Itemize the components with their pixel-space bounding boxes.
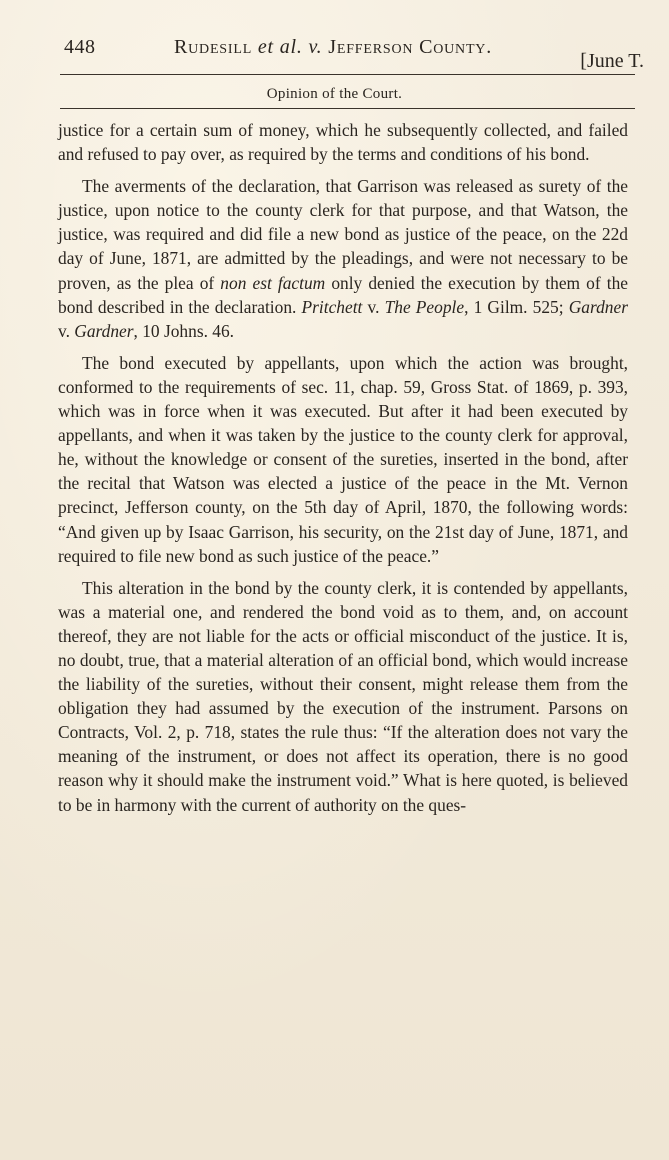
paragraph-1: justice for a certain sum of money, which he subsequently collected, and failed and refused to pay over, as required by the terms and conditions of his bond. (58, 120, 628, 165)
running-title-part2: Jefferson County. (322, 36, 493, 58)
paragraph-2-italic-2: Pritchett (301, 296, 363, 317)
running-title-italic: et al. v. (257, 36, 323, 58)
opinion-body (58, 118, 628, 825)
running-title-part1: Rudesill (174, 36, 258, 58)
paragraph-2-text-b: only denied the execution by them of the bond described in the declaration. (58, 272, 629, 317)
paragraph-2-text-e: v. (58, 320, 75, 341)
header-rule-bottom (60, 108, 635, 109)
paragraph-2-italic-5: Gardner (74, 320, 134, 341)
paragraph-2-italic-1: non est factum (220, 272, 326, 293)
section-subheader: Opinion of the Court. (266, 86, 403, 102)
paragraph-3: The bond executed by appellants, upon which the action was brought, conformed to the requirements of sec. 11, chap. 59, Gross Stat. of 1869, p. 393, which was in force when it was executed. But after it had been executed by appellants, and when it was taken by the justice to the county clerk for approval, he, without the knowledge or consent of the sureties, inserted in the bond, after the recital that Watson was elected a justice of the peace in the Mt. Vernon precinct, Jefferson county, on the 5th day of April, 1870, the following words: “And given up by Isaac Garrison, his security, on the 21st day of June, 1871, and required to file new bond as such justice of the peace.” (58, 352, 628, 566)
paragraph-2-text-d: , 1 Gilm. 525; (464, 296, 569, 317)
running-title (174, 36, 492, 59)
paragraph-2 (58, 174, 628, 343)
paragraph-2-italic-4: Gardner (568, 296, 628, 317)
header-rule-top (60, 74, 635, 75)
paragraph-2-text-a: The averments of the declaration, that Garrison was released as surety of the justice, upon notice to the county clerk for that purpose, and that Watson, the justice, was required and did file a new bond as justice of the peace, on the 22d day of June, 1871, are admitted by the pleadings, and were not necessary to be proven, as the plea of (58, 176, 628, 293)
page-number: 448 (64, 36, 96, 58)
paragraph-2-text-c: v. (362, 296, 385, 317)
paragraph-2-text-f: , 10 Johns. 46. (133, 320, 235, 341)
term-label: [June T. (580, 50, 644, 72)
paragraph-4: This alteration in the bond by the county clerk, it is contended by appellants, was a material one, and rendered the bond void as to them, and, on account thereof, they are not liable for the acts or official misconduct of the justice. It is, no doubt, true, that a material alteration of an official bond, which would increase the liability of the sureties, without their consent, might release them from the obligation they had assumed by the execution of the instrument. Parsons on Contracts, Vol. 2, p. 718, states the rule thus: “If the alteration does not vary the meaning of the instrument, or does not affect its operation, there is no good reason why it should make the instrument void.” What is here quoted, is believed to be in harmony with the current of authority on the ques- (58, 577, 628, 815)
paragraph-2-italic-3: The People (384, 296, 465, 317)
page-header (64, 36, 644, 76)
